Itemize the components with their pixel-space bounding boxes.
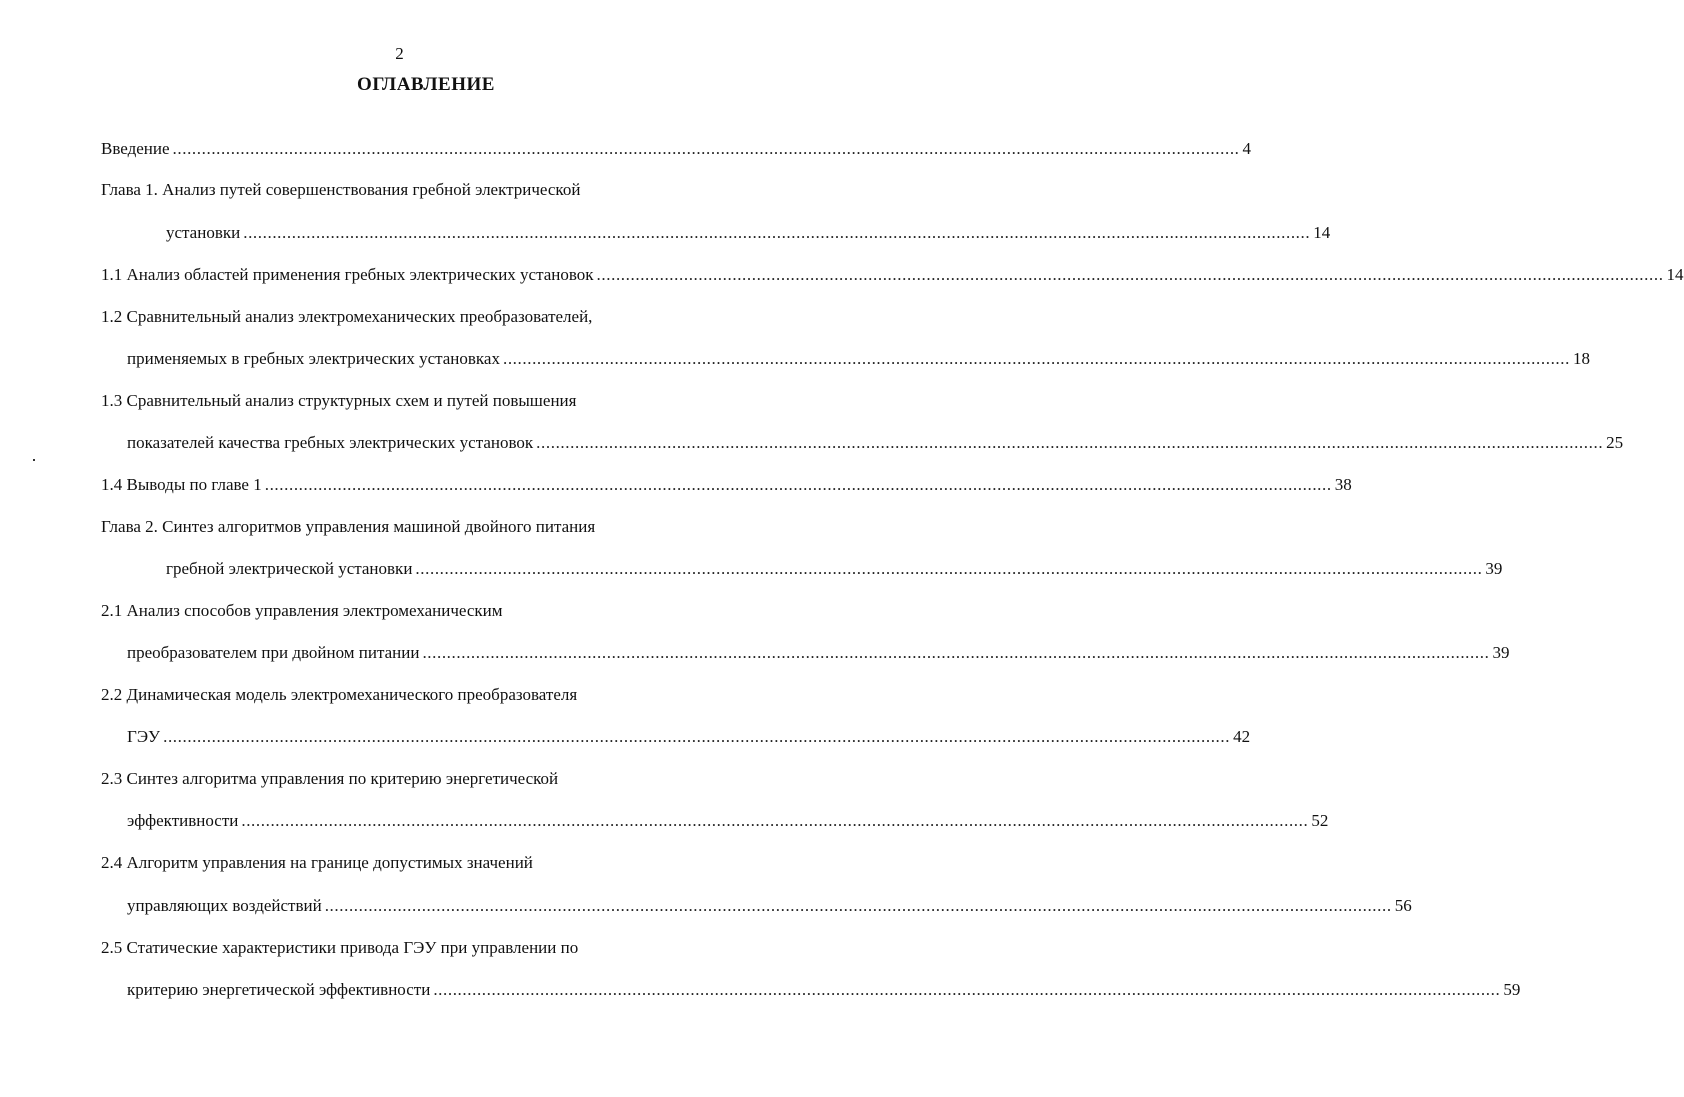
dot-leader: ............................................................................................................................................................................................................................ xyxy=(415,559,1483,578)
toc-section-1-2-title: 1.2 Сравнительный анализ электромеханических преобразователей, xyxy=(101,307,593,326)
toc-entry-1-1 xyxy=(101,263,1684,287)
toc-entry-text: управляющих воздействий xyxy=(127,896,322,915)
toc-entry-2-1 xyxy=(127,641,1510,665)
toc-entry-text: Введение xyxy=(101,139,170,158)
toc-entry-text: 1.1 Анализ областей применения гребных электрических установок xyxy=(101,265,594,284)
toc-entry-2-4 xyxy=(127,894,1412,918)
toc-entry-text: применяемых в гребных электрических установках xyxy=(127,349,500,368)
toc-entry-page: 14 xyxy=(1666,265,1684,284)
toc-entry-2-5 xyxy=(127,978,1521,1002)
toc-section-2-5-title: 2.5 Статические характеристики привода ГЭУ при управлении по xyxy=(101,938,579,957)
toc-entry-text: ГЭУ xyxy=(127,727,161,746)
toc-entry-text: критерию энергетической эффективности xyxy=(127,980,431,999)
toc-entry-page: 59 xyxy=(1503,980,1521,999)
toc-entry-1-3 xyxy=(127,431,1624,455)
toc-entry-page: 52 xyxy=(1311,811,1329,830)
toc-entry-page: 14 xyxy=(1313,223,1331,242)
toc-entry-text: эффективности xyxy=(127,811,239,830)
toc-entry-2-2 xyxy=(127,725,1251,749)
dot-leader: ............................................................................................................................................................................................................................ xyxy=(264,475,1332,494)
toc-section-1-3-title: 1.3 Сравнительный анализ структурных схем и путей повышения xyxy=(101,391,577,410)
toc-entry-text: установки xyxy=(166,223,241,242)
toc-entry-page: 18 xyxy=(1572,349,1590,368)
dot-leader: ............................................................................................................................................................................................................................ xyxy=(422,643,1490,662)
toc-entry-chapter-1 xyxy=(166,221,1331,245)
toc-entry-page: 25 xyxy=(1606,433,1624,452)
toc-section-2-1-title: 2.1 Анализ способов управления электромеханическим xyxy=(101,601,503,620)
toc-entry-2-3 xyxy=(127,809,1329,833)
scan-artifact xyxy=(33,459,35,461)
toc-heading: ОГЛАВЛЕНИЕ xyxy=(357,74,495,95)
toc-entry-page: 39 xyxy=(1485,559,1503,578)
toc-chapter-1-title: Глава 1. Анализ путей совершенствования гребной электрической xyxy=(101,180,581,199)
toc-entry-page: 39 xyxy=(1492,643,1510,662)
toc-section-2-4-title: 2.4 Алгоритм управления на границе допустимых значений xyxy=(101,853,533,872)
toc-entry-page: 38 xyxy=(1334,475,1352,494)
toc-entry-1-4 xyxy=(101,473,1352,497)
page-number: 2 xyxy=(395,44,404,63)
toc-entry-text: гребной электрической установки xyxy=(166,559,413,578)
dot-leader: ............................................................................................................................................................................................................................ xyxy=(433,980,1501,999)
dot-leader: ............................................................................................................................................................................................................................ xyxy=(536,433,1604,452)
toc-entry-introduction xyxy=(101,137,1252,161)
toc-chapter-2-title: Глава 2. Синтез алгоритмов управления машиной двойного питания xyxy=(101,517,596,536)
dot-leader: ............................................................................................................................................................................................................................ xyxy=(502,349,1570,368)
dot-leader: ............................................................................................................................................................................................................................ xyxy=(241,811,1309,830)
toc-entry-text: показателей качества гребных электрических установок xyxy=(127,433,534,452)
toc-section-2-2-title: 2.2 Динамическая модель электромеханического преобразователя xyxy=(101,685,578,704)
dot-leader: ............................................................................................................................................................................................................................ xyxy=(596,265,1664,284)
toc-entry-page: 56 xyxy=(1394,896,1412,915)
dot-leader: ............................................................................................................................................................................................................................ xyxy=(243,223,1311,242)
toc-entry-1-2 xyxy=(127,347,1590,371)
toc-entry-chapter-2 xyxy=(166,557,1503,581)
dot-leader: ............................................................................................................................................................................................................................ xyxy=(172,139,1240,158)
dot-leader: ............................................................................................................................................................................................................................ xyxy=(324,896,1392,915)
toc-entry-text: 1.4 Выводы по главе 1 xyxy=(101,475,262,494)
toc-entry-text: преобразователем при двойном питании xyxy=(127,643,420,662)
toc-entry-page: 42 xyxy=(1233,727,1251,746)
dot-leader: ............................................................................................................................................................................................................................ xyxy=(163,727,1231,746)
toc-section-2-3-title: 2.3 Синтез алгоритма управления по критерию энергетической xyxy=(101,769,559,788)
toc-entry-page: 4 xyxy=(1242,139,1252,158)
